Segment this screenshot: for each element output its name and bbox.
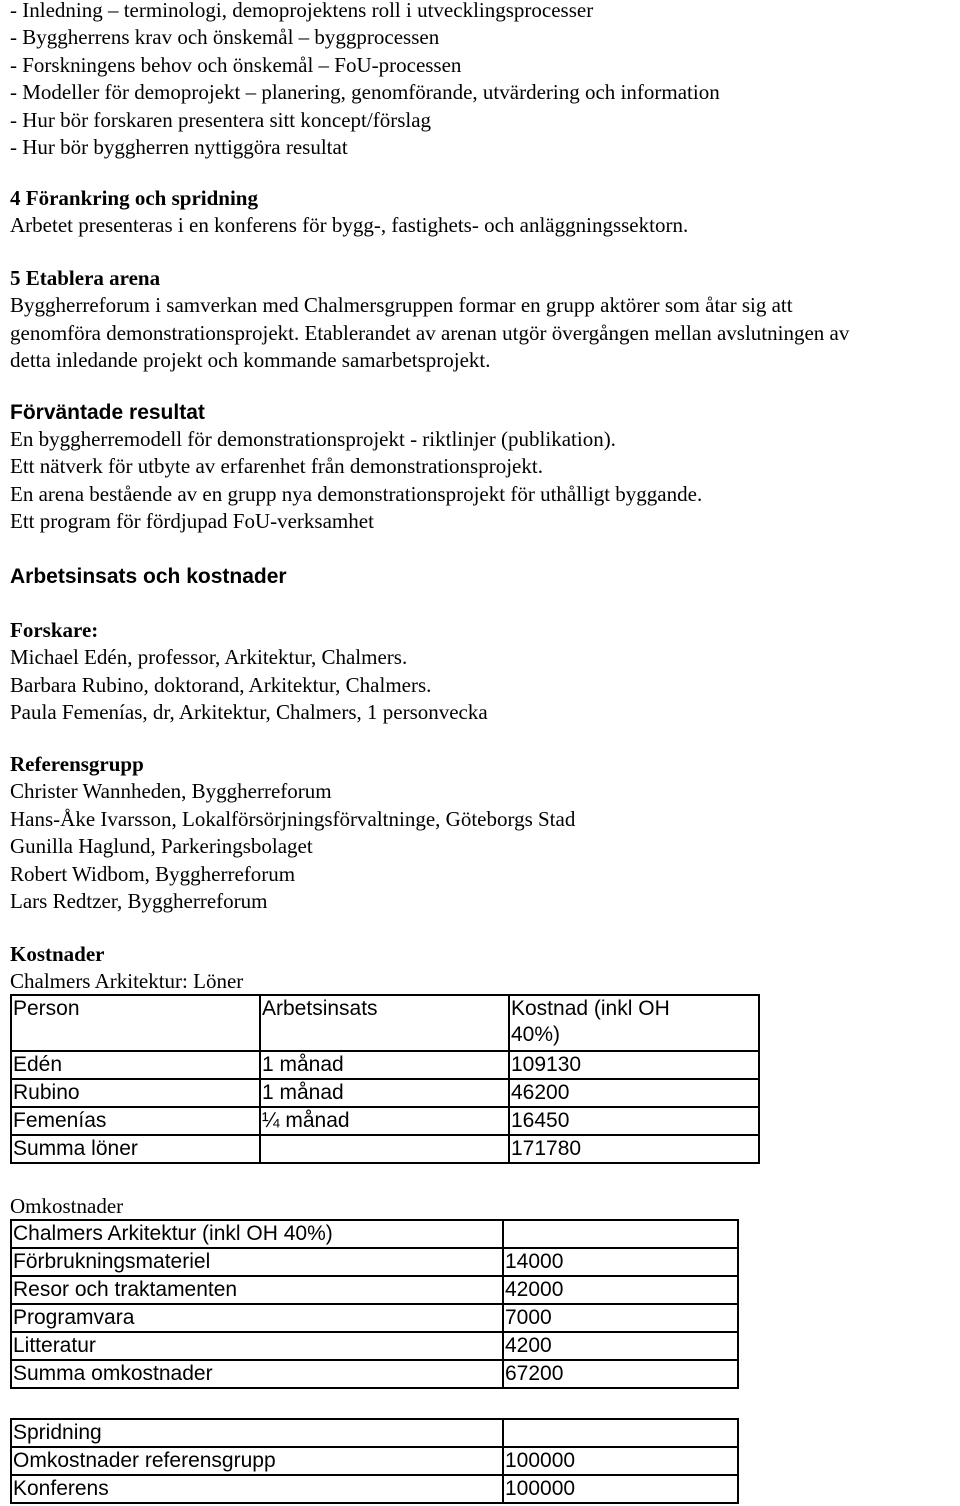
costs-heading-block (10, 941, 243, 996)
section-heading: 4 Förankring och spridning (10, 186, 258, 210)
result-line: Ett nätverk för utbyte av erfarenhet från demonstrationsprojekt. (10, 454, 543, 479)
reference-group (10, 751, 575, 915)
effort-heading (10, 563, 287, 590)
spread-table (10, 1418, 739, 1504)
table-cell: 1 månad (260, 1079, 509, 1107)
table-cell: 109130 (509, 1051, 759, 1079)
table-cell: 100000 (503, 1475, 738, 1503)
person-line: Barbara Rubino, doktorand, Arkitektur, Chalmers. (10, 672, 432, 697)
section-5 (10, 265, 849, 375)
section-4 (10, 185, 688, 240)
table-cell: 100000 (503, 1447, 738, 1475)
table-row (11, 1360, 738, 1388)
result-line: En arena bestående av en grupp nya demonstrationsprojekt för uthålligt byggande. (10, 481, 703, 506)
list-item: - Byggherrens krav och önskemål – byggprocessen (10, 25, 440, 50)
header-line: 40%) (511, 1023, 561, 1046)
table-cell: 1 månad (260, 1051, 509, 1079)
person-line: Michael Edén, professor, Arkitektur, Chalmers. (10, 645, 408, 670)
table-row (11, 995, 759, 1051)
expected-results (10, 399, 702, 536)
table-row (11, 1135, 759, 1163)
person-line: Hans-Åke Ivarsson, Lokalförsörjningsförvaltninge, Göteborgs Stad (10, 806, 576, 831)
table-cell: Förbrukningsmateriel (11, 1248, 503, 1276)
table-cell: Edén (11, 1051, 260, 1079)
table-cell (503, 1419, 738, 1447)
table-cell: Femenías (11, 1107, 260, 1135)
result-line: Ett program för fördjupad FoU-verksamhet (10, 509, 374, 534)
table-row (11, 1332, 738, 1360)
table-cell: Spridning (11, 1419, 503, 1447)
table-row (11, 1079, 759, 1107)
table-row (11, 1447, 738, 1475)
paragraph-line: genomföra demonstrationsprojekt. Etablerandet av arenan utgör övergången mellan avslutningen av (10, 320, 850, 345)
table-cell: Programvara (11, 1304, 503, 1332)
person-line: Paula Femenías, dr, Arkitektur, Chalmers, 1 personvecka (10, 700, 488, 725)
table-cell: Konferens (11, 1475, 503, 1503)
list-item: - Modeller för demoprojekt – planering, genomförande, utvärdering och information (10, 80, 720, 105)
list-item: - Forskningens behov och önskemål – FoU-processen (10, 52, 462, 77)
table-cell: 14000 (503, 1248, 738, 1276)
table-row (11, 1475, 738, 1503)
section-heading: Arbetsinsats och kostnader (10, 565, 287, 588)
table-cell (260, 1135, 509, 1163)
table-header-cell: Arbetsinsats (260, 995, 509, 1051)
list-item: - Hur bör byggherren nyttiggöra resultat (10, 135, 348, 160)
table-header-cell: Person (11, 995, 260, 1051)
table-cell: 67200 (503, 1360, 738, 1388)
subsection-heading: Forskare: (10, 618, 99, 642)
table-cell: 171780 (509, 1135, 759, 1163)
subsection-heading: Referensgrupp (10, 752, 144, 776)
researchers (10, 617, 488, 727)
table-cell: Summa omkostnader (11, 1360, 503, 1388)
header-line: Kostnad (inkl OH (511, 997, 670, 1020)
costs-subheading: Chalmers Arkitektur: Löner (10, 969, 244, 994)
section-heading: Förväntade resultat (10, 401, 205, 424)
table-cell: Litteratur (11, 1332, 503, 1360)
table-cell: 4200 (503, 1332, 738, 1360)
table-cell: Summa löner (11, 1135, 260, 1163)
person-line: Christer Wannheden, Byggherreforum (10, 779, 332, 804)
subsection-heading: Kostnader (10, 942, 105, 966)
table-row (11, 1220, 738, 1248)
other-costs-heading (10, 1193, 123, 1220)
table-cell: 46200 (509, 1079, 759, 1107)
section-heading: 5 Etablera arena (10, 266, 161, 290)
subsection-heading: Omkostnader (10, 1194, 124, 1218)
person-line: Gunilla Haglund, Parkeringsbolaget (10, 834, 313, 859)
table-cell (503, 1220, 738, 1248)
table-row (11, 1248, 738, 1276)
table-row (11, 1051, 759, 1079)
other-costs-table (10, 1219, 739, 1389)
table-cell: 16450 (509, 1107, 759, 1135)
salary-table (10, 994, 760, 1164)
table-cell: 7000 (503, 1304, 738, 1332)
table-row (11, 1276, 738, 1304)
intro-list (10, 0, 720, 161)
table-cell: 42000 (503, 1276, 738, 1304)
table-cell: Omkostnader referensgrupp (11, 1447, 503, 1475)
table-row (11, 1107, 759, 1135)
table-cell: Resor och traktamenten (11, 1276, 503, 1304)
list-item: - Inledning – terminologi, demoprojektens roll i utvecklingsprocesser (10, 0, 594, 22)
person-line: Robert Widbom, Byggherreforum (10, 861, 296, 886)
table-cell: ¼ månad (260, 1107, 509, 1135)
list-item: - Hur bör forskaren presentera sitt koncept/förslag (10, 107, 432, 132)
table-header-cell (509, 995, 759, 1051)
person-line: Lars Redtzer, Byggherreforum (10, 889, 268, 914)
table-row (11, 1419, 738, 1447)
paragraph-line: Byggherreforum i samverkan med Chalmersgruppen formar en grupp aktörer som åtar sig att (10, 293, 793, 318)
table-row (11, 1304, 738, 1332)
result-line: En byggherremodell för demonstrationsprojekt - riktlinjer (publikation). (10, 427, 616, 451)
paragraph-line: detta inledande projekt och kommande samarbetsprojekt. (10, 348, 491, 373)
table-cell: Rubino (11, 1079, 260, 1107)
section-text: Arbetet presenteras i en konferens för bygg-, fastighets- och anläggningssektorn. (10, 213, 689, 238)
table-cell: Chalmers Arkitektur (inkl OH 40%) (11, 1220, 503, 1248)
